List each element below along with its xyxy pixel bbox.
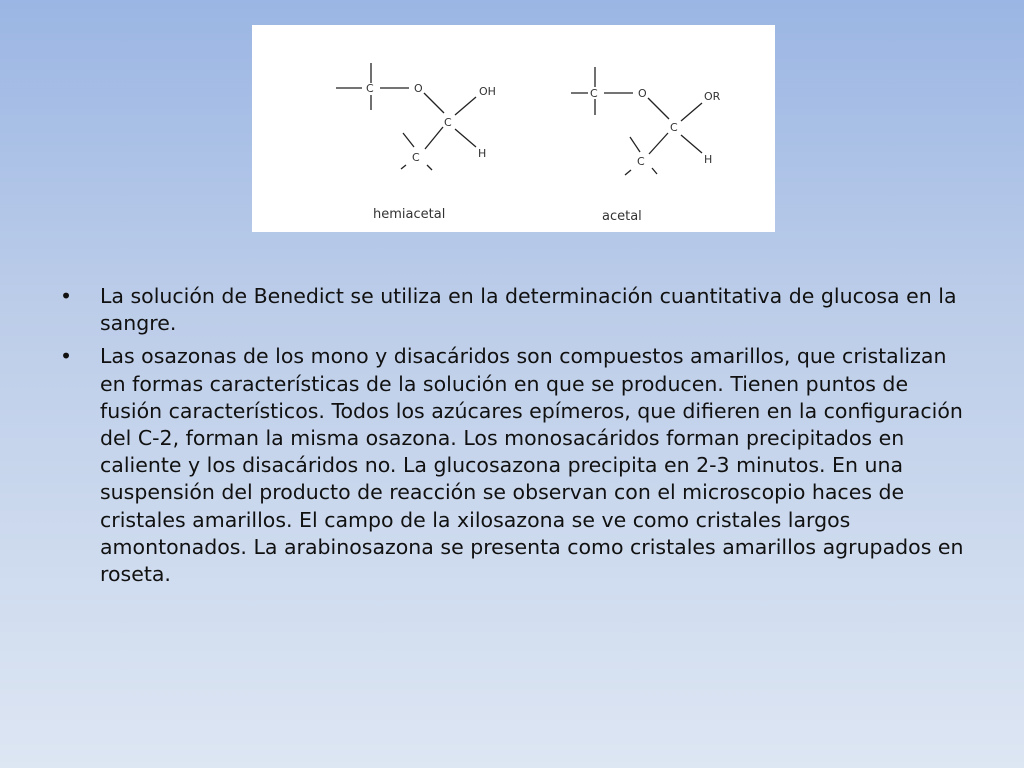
atom-c3: C xyxy=(412,151,420,164)
atom-c3: C xyxy=(637,155,645,168)
bond-c3-lower-left xyxy=(625,170,631,175)
atom-o: O xyxy=(638,87,647,100)
acetal-caption: acetal xyxy=(602,209,642,224)
hemiacetal-caption: hemiacetal xyxy=(373,207,446,222)
bond-c3-lower-right xyxy=(427,165,432,170)
bullet-text: La solución de Benedict se utiliza en la determinación cuantitativa de glucosa en la sangre. xyxy=(100,284,957,336)
bond-c3-lower-right xyxy=(652,168,657,174)
bullet-marker: • xyxy=(60,284,73,308)
hemiacetal-acetal-diagram xyxy=(252,25,775,232)
acetal-structure xyxy=(571,67,721,224)
atom-c2: C xyxy=(670,121,678,134)
atom-oh: OH xyxy=(479,85,496,98)
bond-c3-upper xyxy=(403,133,414,147)
hemiacetal-structure xyxy=(336,63,496,222)
bond-c2-c3 xyxy=(425,127,443,149)
bond-c2-or xyxy=(681,103,702,121)
atom-h: H xyxy=(704,153,713,166)
atom-or: OR xyxy=(704,90,721,103)
bond-c3-lower-left xyxy=(401,165,406,169)
atom-o: O xyxy=(414,82,423,95)
atom-c2: C xyxy=(444,116,452,129)
bullet-item xyxy=(60,283,965,337)
bond-c2-h xyxy=(455,129,476,147)
bond-c2-c3 xyxy=(649,133,668,154)
bond-c2-oh xyxy=(455,97,476,115)
atom-h: H xyxy=(478,147,487,160)
bond-c3-upper xyxy=(630,137,640,152)
bond-o-c2 xyxy=(648,98,669,119)
bullet-text: Las osazonas de los mono y disacáridos son compuestos amarillos, que cristalizan en formas características de la solución en que se producen. Tienen puntos de fusión característicos. Todos los azúcares epímeros, que difieren en la configuración del C-2, forman la misma osazona. Los monosacáridos forman precipitados en caliente y los disacáridos no. La glucosazona precipita en 2-3 minutos. En una suspensión del producto de reacción se observan con el microscopio haces de cristales amarillos. El campo de la xilosazona se ve como cristales largos amontonados. La arabinosazona se presenta como cristales amarillos agrupados en roseta. xyxy=(100,344,964,587)
bullet-list xyxy=(60,283,965,594)
atom-c1: C xyxy=(590,87,598,100)
bullet-marker: • xyxy=(60,344,73,369)
chemical-structures-figure xyxy=(252,25,775,232)
atom-c1: C xyxy=(366,82,374,95)
bond-o-c2 xyxy=(424,93,444,113)
bullet-item xyxy=(60,343,965,588)
bond-c2-h xyxy=(681,135,702,153)
